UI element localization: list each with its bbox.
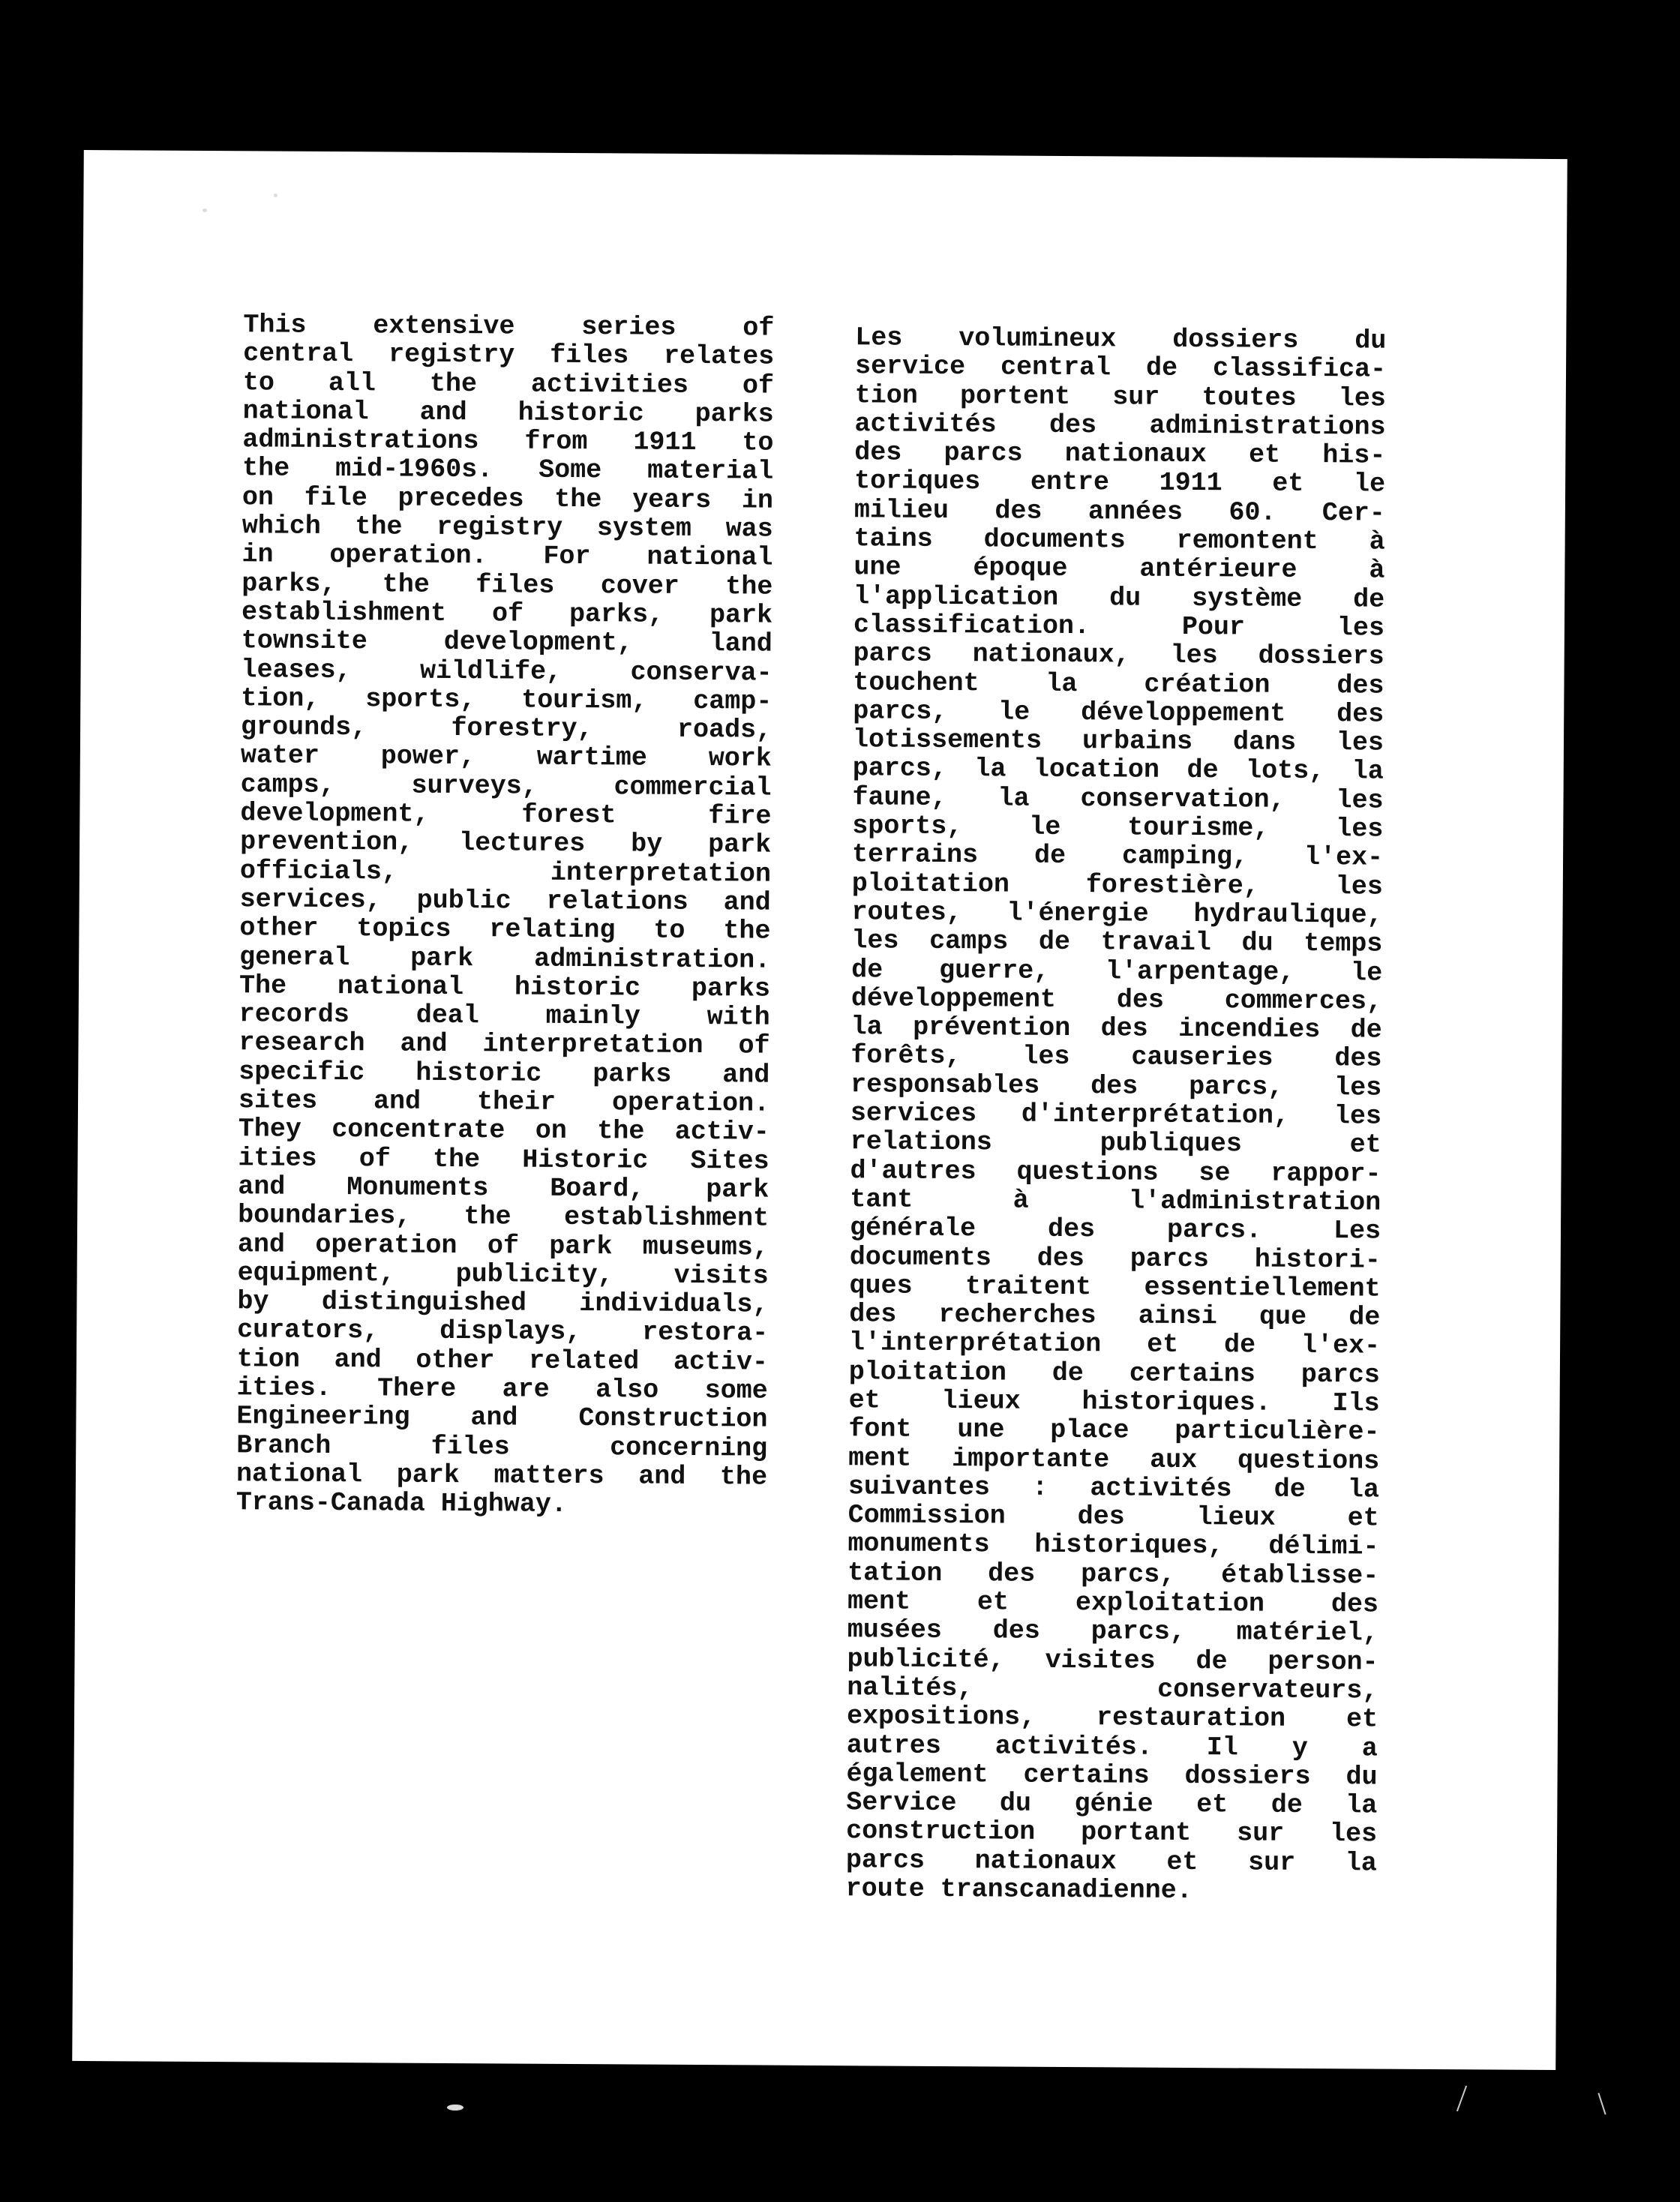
english-text-line: in operation. For national (242, 539, 773, 573)
english-text-line: sites and their operation. (238, 1085, 770, 1119)
french-text-line: toriques entre 1911 et le (854, 466, 1386, 500)
english-text-line: general park administration. (239, 941, 771, 976)
french-text-line: faune, la conservation, les (852, 782, 1384, 816)
french-text-line: forêts, les causeries des (850, 1040, 1382, 1074)
english-text-line: camps, surveys, commercial (240, 770, 772, 803)
french-text-line: Service du génie et de la (846, 1787, 1378, 1821)
english-text-line: prevention, lectures by park (240, 826, 772, 860)
english-text-line: development, forest fire (240, 798, 772, 832)
french-text-line: tation des parcs, établisse- (848, 1558, 1379, 1592)
french-text-line: Commission des lieux et (848, 1500, 1379, 1534)
english-text-line: leases, wildlife, conserva- (241, 654, 772, 688)
french-text-line: terrains de camping, l'ex- (851, 839, 1384, 873)
film-speck (274, 194, 278, 197)
french-text-line: suivantes : activités de la (848, 1472, 1380, 1505)
english-text-line: townsite development, land (241, 626, 772, 659)
french-text-line: ques traitent essentiellement (849, 1270, 1381, 1304)
french-text-line: expositions, restauration et (846, 1701, 1378, 1735)
english-text-line: services, public relations and (239, 884, 771, 918)
english-text-line: by distinguished individuals, (237, 1286, 769, 1320)
french-text-line: relations publiques et (850, 1126, 1382, 1160)
french-text-line: ment et exploitation des (847, 1586, 1379, 1620)
english-text-line: water power, wartime work (240, 740, 772, 775)
english-text-line: research and interpretation of (238, 1028, 770, 1062)
english-text-line: ities. There are also some (236, 1372, 768, 1406)
french-text-line: milieu des années 60. Cer- (854, 495, 1385, 529)
french-text-line: d'autres questions se rappor- (850, 1155, 1382, 1190)
french-text-line: documents des parcs histori- (849, 1241, 1381, 1276)
french-text-line: responsables des parcs, les (850, 1069, 1382, 1103)
french-text-line: autres activités. Il y a (846, 1730, 1378, 1764)
english-text-line: the mid-1960s. Some material (242, 453, 774, 488)
english-text-line: national and historic parks (242, 396, 774, 430)
english-text-line: Branch files concerning (236, 1430, 768, 1464)
english-column (236, 310, 775, 1520)
french-text-line: l'application du système de (854, 580, 1385, 615)
english-text-line: establishment of parks, park (241, 597, 773, 631)
french-text-line: tion portent sur toutes les (854, 380, 1386, 414)
french-text-line: service central de classifica- (854, 351, 1387, 385)
english-text-line: officials, interpretation (239, 855, 772, 890)
french-text-line: classification. Pour les (853, 610, 1385, 644)
french-text-line: les camps de travail du temps (851, 926, 1383, 959)
film-speck (447, 2104, 464, 2110)
english-text-line: records deal mainly with (238, 999, 770, 1033)
french-text-line: nalités, conservateurs, (847, 1672, 1378, 1706)
english-text-line: The national historic parks (238, 970, 771, 1004)
english-text-line: Engineering and Construction (236, 1401, 768, 1435)
english-text-line: Trans-Canada Highway. (236, 1487, 567, 1520)
film-scratch (1456, 2086, 1467, 2112)
english-text-line: tion and other related activ- (236, 1343, 769, 1378)
french-text-line: ment importante aux questions (848, 1442, 1380, 1477)
french-text-line: font une place particulière- (848, 1414, 1380, 1448)
french-text-line: parcs, le développement des (853, 696, 1384, 730)
french-text-line: parcs nationaux, les dossiers (853, 638, 1384, 672)
english-text-line: They concentrate on the activ- (238, 1114, 770, 1148)
french-text-line: construction portant sur les (846, 1816, 1378, 1850)
french-text-line: une époque antérieure à (854, 552, 1385, 586)
film-speck (202, 208, 207, 212)
french-text-line: publicité, visites de person- (847, 1643, 1378, 1678)
english-text-line: grounds, forestry, roads, (240, 712, 772, 746)
french-text-line: tant à l'administration (850, 1184, 1382, 1218)
english-text-line: curators, displays, restora- (237, 1315, 769, 1348)
english-text-line: other topics relating to the (239, 913, 771, 946)
french-text-line: des parcs nationaux et his- (854, 437, 1386, 471)
french-text-line: lotissements urbains dans les (852, 724, 1384, 758)
french-text-line: ploitation de certains parcs (848, 1356, 1380, 1390)
english-text-line: which the registry system was (242, 511, 773, 544)
french-text-line: l'interprétation et de l'ex- (848, 1328, 1381, 1361)
english-text-line: to all the activities of (242, 367, 775, 401)
french-text-line: musées des parcs, matériel, (847, 1615, 1378, 1648)
french-text-line: route transcanadienne. (845, 1874, 1192, 1906)
french-text-line: parcs, la location de lots, la (852, 753, 1384, 788)
french-text-line: routes, l'énergie hydraulique, (851, 897, 1383, 931)
english-text-line: and Monuments Board, park (238, 1172, 770, 1205)
french-column (846, 323, 1387, 1906)
french-text-line: la prévention des incendies de (850, 1012, 1382, 1046)
french-text-line: des recherches ainsi que de (849, 1299, 1381, 1333)
english-text-line: administrations from 1911 to (242, 424, 774, 458)
english-text-line: boundaries, the establishment (238, 1200, 770, 1234)
english-text-line: central registry files relates (243, 338, 775, 372)
document-page (72, 150, 1568, 2070)
english-text-line: parks, the files cover the (242, 568, 773, 602)
english-text-line: equipment, publicity, visits (237, 1258, 769, 1292)
english-text-line: specific historic parks and (238, 1056, 770, 1090)
french-text-line: monuments historiques, délimi- (848, 1528, 1379, 1563)
english-text-line: This extensive series of (243, 310, 775, 344)
french-text-line: de guerre, l'arpentage, le (851, 954, 1383, 988)
english-text-line: and operation of park museums, (237, 1228, 770, 1263)
english-text-line: national park matters and the (236, 1459, 768, 1492)
french-text-line: services d'interprétation, les (850, 1098, 1382, 1132)
french-text-line: générale des parcs. Les (849, 1213, 1382, 1246)
english-text-line: tion, sports, tourism, camp- (241, 683, 772, 717)
english-text-line: on file precedes the years in (242, 482, 774, 516)
french-text-line: et lieux historiques. Ils (848, 1385, 1380, 1419)
french-text-line: développement des commerces, (850, 983, 1383, 1017)
french-text-line: touchent la création des (853, 667, 1384, 701)
french-text-line: ploitation forestière, les (851, 868, 1383, 902)
french-text-line: Les volumineux dossiers du (855, 322, 1387, 356)
english-text-line: ities of the Historic Sites (238, 1142, 770, 1177)
french-text-line: parcs nationaux et sur la (845, 1844, 1378, 1879)
french-text-line: également certains dossiers du (846, 1759, 1378, 1792)
film-scratch (1598, 2092, 1606, 2114)
french-text-line: sports, le tourisme, les (852, 811, 1384, 844)
french-text-line: tains documents remontent à (854, 524, 1385, 557)
french-text-line: activités des administrations (854, 409, 1386, 442)
